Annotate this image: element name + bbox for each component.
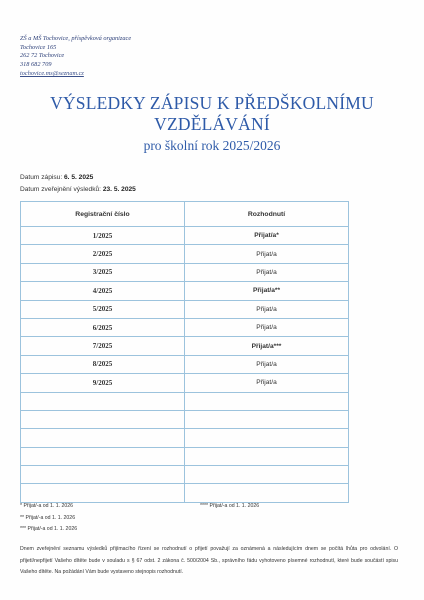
table-row bbox=[21, 410, 349, 428]
enrollment-date bbox=[20, 172, 136, 184]
school-email[interactable]: tochovice.ms@seznam.cz bbox=[20, 69, 84, 77]
table-row bbox=[21, 447, 349, 465]
registration-number-cell bbox=[21, 484, 185, 502]
table-row bbox=[21, 355, 349, 373]
decision-cell: Přijat/a* bbox=[185, 227, 349, 245]
registration-number-cell: 6/2025 bbox=[21, 318, 185, 336]
registration-number-cell: 5/2025 bbox=[21, 300, 185, 318]
school-postal: 262 72 Tochovice bbox=[20, 52, 65, 60]
decision-cell bbox=[185, 392, 349, 410]
table-row bbox=[21, 300, 349, 318]
footnote-3: *** Přijat/-a od 1. 1. 2026 bbox=[20, 526, 78, 532]
decision-cell: Přijat/a bbox=[185, 355, 349, 373]
registration-number-cell: 2/2025 bbox=[21, 245, 185, 263]
header-decision: Rozhodnutí bbox=[185, 202, 349, 227]
table-row bbox=[21, 484, 349, 502]
table-row bbox=[21, 263, 349, 281]
registration-number-cell: 7/2025 bbox=[21, 337, 185, 355]
footnote-2: ** Přijat/-a od 1. 1. 2026 bbox=[20, 514, 76, 521]
enrollment-date-label: Datum zápisu: bbox=[20, 174, 64, 181]
publication-date-value: 23. 5. 2025 bbox=[102, 186, 136, 193]
footnotes-right bbox=[200, 501, 259, 513]
registration-number-cell: 3/2025 bbox=[21, 263, 185, 281]
decision-cell: Přijat/a bbox=[185, 374, 349, 392]
decision-cell bbox=[185, 429, 349, 447]
table-row bbox=[21, 392, 349, 410]
registration-number-cell: 8/2025 bbox=[21, 355, 185, 373]
registration-number-cell bbox=[21, 429, 185, 447]
school-year-subtitle: pro školní rok 2025/2026 bbox=[143, 138, 281, 153]
footnote-4: **** Přijat/-a od 1. 1. 2026 bbox=[200, 503, 260, 509]
legal-notice: Dnem zveřejnění seznamu výsledků přijímacího řízení se rozhodnutí o přijetí považují za oznámená a následujícím dnem se počítá lhůta pro odvolání. O přijetí/nepřijetí Vašeho dítěte bude v souladu s § 67 odst. 2 zákona č. 500/2004 Sb., správního řádu vyhotoveno písemné rozhodnutí, které bude součástí spisu Vašeho dítěte. Na požádání Vám bude vystaveno stejnopis rozhodnutí. bbox=[20, 546, 398, 576]
title-line-1: VÝSLEDKY ZÁPISU K PŘEDŠKOLNÍMU bbox=[50, 93, 374, 113]
publication-date bbox=[20, 184, 136, 196]
publication-date-label: Datum zveřejnění výsledků: bbox=[20, 186, 103, 193]
table-row bbox=[21, 466, 349, 484]
table-row bbox=[21, 429, 349, 447]
registration-number-cell bbox=[21, 447, 185, 465]
decision-cell: Přijat/a** bbox=[185, 282, 349, 300]
table-row bbox=[21, 245, 349, 263]
decision-cell bbox=[185, 410, 349, 428]
table-row bbox=[21, 337, 349, 355]
registration-number-cell: 1/2025 bbox=[21, 227, 185, 245]
registration-number-cell: 4/2025 bbox=[21, 282, 185, 300]
registration-number-cell bbox=[21, 392, 185, 410]
registration-number-cell: 9/2025 bbox=[21, 374, 185, 392]
decision-cell bbox=[185, 466, 349, 484]
table-row bbox=[21, 282, 349, 300]
decision-cell: Přijat/a bbox=[185, 263, 349, 281]
results-table bbox=[20, 201, 349, 503]
school-header bbox=[20, 35, 131, 79]
decision-cell: Přijat/a bbox=[185, 245, 349, 263]
document-title bbox=[0, 93, 424, 155]
school-phone: 318 682 709 bbox=[20, 61, 52, 69]
header-registration-number: Registrační číslo bbox=[21, 202, 185, 227]
decision-cell bbox=[185, 484, 349, 502]
table-header-row bbox=[21, 202, 349, 227]
table-row bbox=[21, 318, 349, 336]
school-name: ZŠ a MŠ Tochovice, příspěvková organizace bbox=[20, 35, 132, 42]
decision-cell: Přijat/a bbox=[185, 318, 349, 336]
school-street: Tochovice 165 bbox=[20, 43, 57, 51]
table-row bbox=[21, 227, 349, 245]
registration-number-cell bbox=[21, 466, 185, 484]
decision-cell: Přijat/a*** bbox=[185, 337, 349, 355]
dates-block bbox=[20, 172, 136, 196]
decision-cell: Přijat/a bbox=[185, 300, 349, 318]
decision-cell bbox=[185, 447, 349, 465]
footnote-1: * Přijat/-a od 1. 1. 2026 bbox=[20, 503, 74, 509]
table-row bbox=[21, 374, 349, 392]
registration-number-cell bbox=[21, 410, 185, 428]
footnotes-left bbox=[20, 501, 77, 536]
title-line-2: VZDĚLÁVÁNÍ bbox=[154, 114, 270, 134]
enrollment-date-value: 6. 5. 2025 bbox=[63, 174, 94, 181]
